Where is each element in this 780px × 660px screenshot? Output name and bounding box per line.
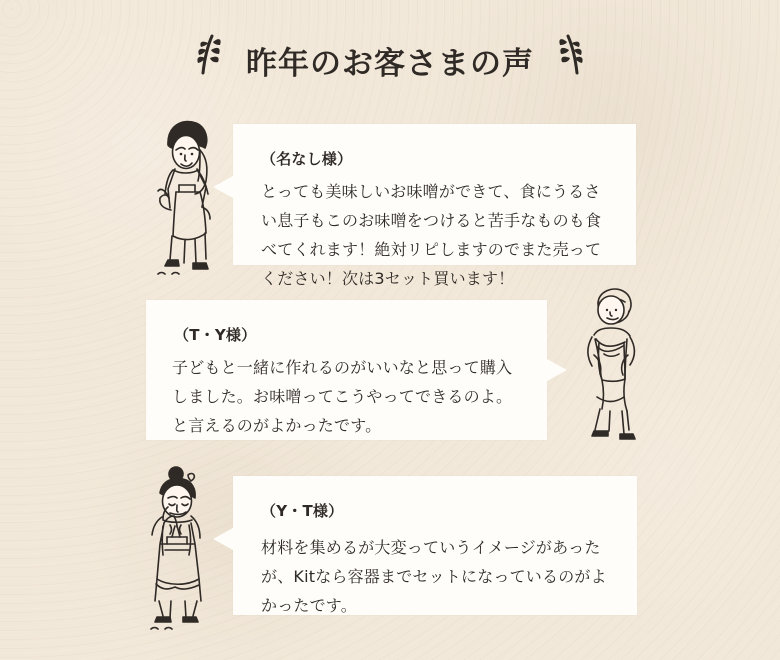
customer-name: （Y・T様） <box>261 502 344 520</box>
testimonial-text: とっても美味しいお味噌ができて、食にうるさい息子もこのお味噌をつけると苦手なものも食べてくれます！絶対リピしますのでまた売ってください！次は3セット買います！ <box>261 182 602 288</box>
woman-in-apron-icon <box>580 285 643 455</box>
woman-in-apron-icon <box>141 465 212 635</box>
testimonial-card <box>146 300 547 440</box>
testimonial-text: 材料を集めるが大変っていうイメージがあったが、Kitなら容器までセットになっているのがよかったです。 <box>261 538 607 615</box>
customer-name: （T・Y様） <box>174 326 257 344</box>
wheat-sprig-icon <box>553 30 589 80</box>
customer-name: （名なし様） <box>261 150 353 168</box>
testimonial-card <box>233 124 636 288</box>
testimonial-text: 子どもと一緒に作れるのがいいなと思って購入しました。お味噌ってこうやってできるのよ。と言えるのがよかったです。 <box>172 358 513 435</box>
woman-in-apron-icon <box>150 114 222 278</box>
page-title: 昨年のお客さまの声 <box>246 46 534 82</box>
testimonial-card <box>233 476 637 615</box>
section-header <box>0 28 780 88</box>
